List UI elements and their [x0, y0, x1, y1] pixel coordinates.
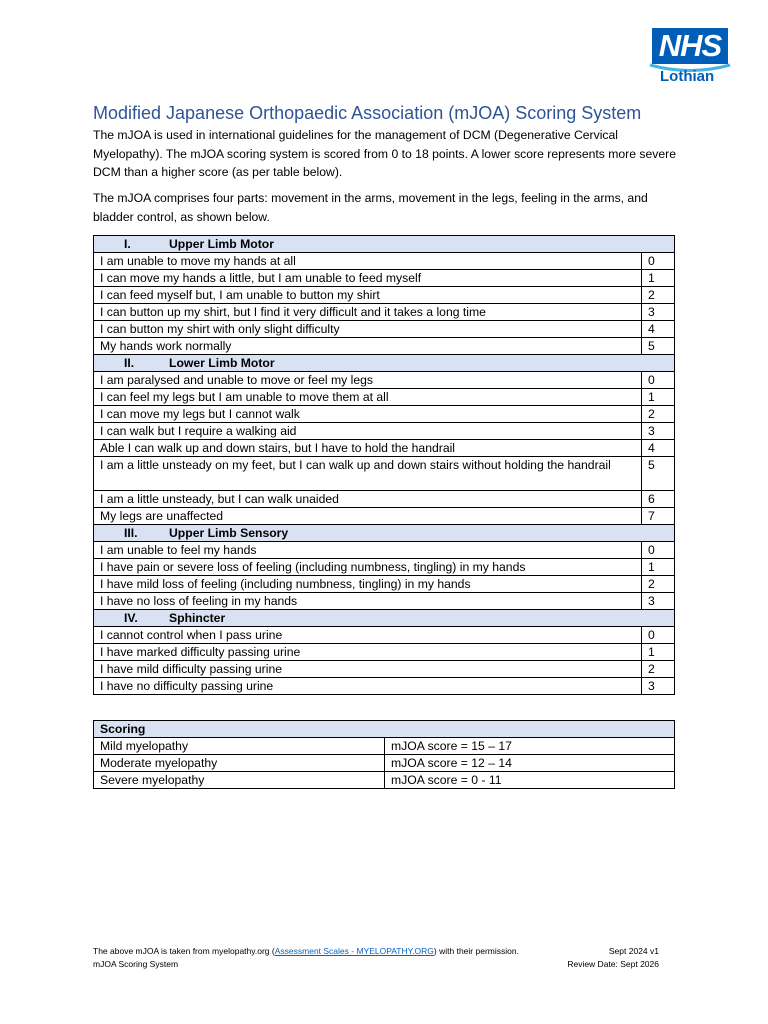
item-score: 0: [642, 627, 675, 644]
footer-source: [93, 946, 659, 956]
item-description: I have mild difficulty passing urine: [94, 661, 642, 678]
item-description: I can feel my legs but I am unable to move them at all: [94, 389, 642, 406]
scoring-range: mJOA score = 0 - 11: [385, 772, 675, 789]
item-score: 5: [642, 457, 675, 491]
table-row: [94, 542, 675, 559]
footer-source-prefix: The above mJOA is taken from myelopathy.org (: [93, 946, 275, 956]
item-description: I have no difficulty passing urine: [94, 678, 642, 695]
logo-region: Lothian: [660, 68, 715, 85]
section-number: II.: [124, 356, 135, 370]
table-row: [94, 661, 675, 678]
item-score: 2: [642, 287, 675, 304]
item-description: I am unable to move my hands at all: [94, 253, 642, 270]
section-title: Upper Limb Sensory: [169, 526, 289, 540]
item-description: I have marked difficulty passing urine: [94, 644, 642, 661]
section-title: Sphincter: [169, 611, 226, 625]
scoring-row: [94, 738, 675, 755]
intro-paragraph: The mJOA comprises four parts: movement in the arms, movement in the legs, feeling in the arms, and bladder control, as shown below.: [93, 191, 648, 224]
table-row: [94, 372, 675, 389]
source-link[interactable]: Assessment Scales - MYELOPATHY.ORG: [274, 946, 434, 956]
item-description: I am unable to feel my hands: [94, 542, 642, 559]
scoring-level: Moderate myelopathy: [94, 755, 385, 772]
item-description: I can move my legs but I cannot walk: [94, 406, 642, 423]
scoring-table: [93, 720, 675, 789]
footer-doc: [93, 959, 659, 969]
item-score: 4: [642, 440, 675, 457]
item-description: I can button my shirt with only slight difficulty: [94, 321, 642, 338]
table-row: [94, 304, 675, 321]
scoring-row: [94, 755, 675, 772]
scoring-level: Severe myelopathy: [94, 772, 385, 789]
item-score: 1: [642, 389, 675, 406]
item-score: 1: [642, 559, 675, 576]
item-description: My hands work normally: [94, 338, 642, 355]
scoring-range: mJOA score = 12 – 14: [385, 755, 675, 772]
footer-source-suffix: ) with their permission.: [433, 946, 519, 956]
item-score: 1: [642, 644, 675, 661]
section-number: I.: [124, 237, 131, 251]
item-score: 2: [642, 576, 675, 593]
table-row: [94, 406, 675, 423]
nhs-lothian-logo: [642, 28, 734, 90]
item-description: I am a little unsteady on my feet, but I can walk up and down stairs without holding the handrail: [94, 457, 642, 491]
section-title: Lower Limb Motor: [169, 356, 275, 370]
section-number: III.: [124, 526, 138, 540]
footer-doc-name: mJOA Scoring System: [93, 959, 179, 969]
table-row: [94, 321, 675, 338]
table-row: [94, 389, 675, 406]
section-header-row: [94, 610, 675, 627]
item-description: I can button up my shirt, but I find it very difficult and it takes a long time: [94, 304, 642, 321]
section-header: [94, 355, 675, 372]
item-score: 3: [642, 423, 675, 440]
item-score: 0: [642, 542, 675, 559]
footer-version: Sept 2024 v1: [608, 946, 659, 956]
item-score: 3: [642, 304, 675, 321]
item-description: I cannot control when I pass urine: [94, 627, 642, 644]
mjoa-table: [93, 235, 675, 695]
table-row: [94, 491, 675, 508]
scoring-level: Mild myelopathy: [94, 738, 385, 755]
table-row: [94, 627, 675, 644]
section-header: [94, 610, 675, 627]
section-header: [94, 525, 675, 542]
item-score: 2: [642, 661, 675, 678]
item-description: I can move my hands a little, but I am unable to feed myself: [94, 270, 642, 287]
nhs-logo-mark: NHS: [652, 28, 728, 64]
item-description: Able I can walk up and down stairs, but I have to hold the handrail: [94, 440, 642, 457]
item-description: I am paralysed and unable to move or feel my legs: [94, 372, 642, 389]
table-row: [94, 338, 675, 355]
table-row: [94, 678, 675, 695]
item-score: 0: [642, 372, 675, 389]
intro-paragraph: The mJOA is used in international guidelines for the management of DCM (Degenerative Cervical Myelopathy). The mJOA scoring system is scored from 0 to 18 points. A lower score represents more severe DCM than a higher score (as per table below).: [93, 128, 676, 179]
section-header: [94, 236, 675, 253]
footer-review-date: Review Date: Sept 2026: [567, 959, 659, 969]
table-row: [94, 440, 675, 457]
item-description: I can feed myself but, I am unable to button my shirt: [94, 287, 642, 304]
table-row: [94, 644, 675, 661]
table-row: [94, 576, 675, 593]
section-title: Upper Limb Motor: [169, 237, 274, 251]
item-score: 0: [642, 253, 675, 270]
item-description: I have mild loss of feeling (including numbness, tingling) in my hands: [94, 576, 642, 593]
table-row: [94, 593, 675, 610]
item-score: 1: [642, 270, 675, 287]
item-score: 6: [642, 491, 675, 508]
table-row: [94, 457, 675, 491]
section-header-row: [94, 236, 675, 253]
table-row: [94, 559, 675, 576]
table-row: [94, 287, 675, 304]
item-description: I am a little unsteady, but I can walk unaided: [94, 491, 642, 508]
item-score: 4: [642, 321, 675, 338]
item-description: My legs are unaffected: [94, 508, 642, 525]
section-header-row: [94, 525, 675, 542]
page-title: Modified Japanese Orthopaedic Association (mJOA) Scoring System: [93, 103, 642, 123]
scoring-header-row: [94, 721, 675, 738]
scoring-range: mJOA score = 15 – 17: [385, 738, 675, 755]
item-score: 5: [642, 338, 675, 355]
section-number: IV.: [124, 611, 138, 625]
item-score: 7: [642, 508, 675, 525]
item-description: I can walk but I require a walking aid: [94, 423, 642, 440]
item-score: 2: [642, 406, 675, 423]
item-score: 3: [642, 678, 675, 695]
table-row: [94, 253, 675, 270]
section-header-row: [94, 355, 675, 372]
item-description: I have pain or severe loss of feeling (including numbness, tingling) in my hands: [94, 559, 642, 576]
table-row: [94, 270, 675, 287]
item-score: 3: [642, 593, 675, 610]
scoring-header: Scoring: [94, 721, 675, 738]
table-row: [94, 423, 675, 440]
table-row: [94, 508, 675, 525]
item-description: I have no loss of feeling in my hands: [94, 593, 642, 610]
scoring-row: [94, 772, 675, 789]
